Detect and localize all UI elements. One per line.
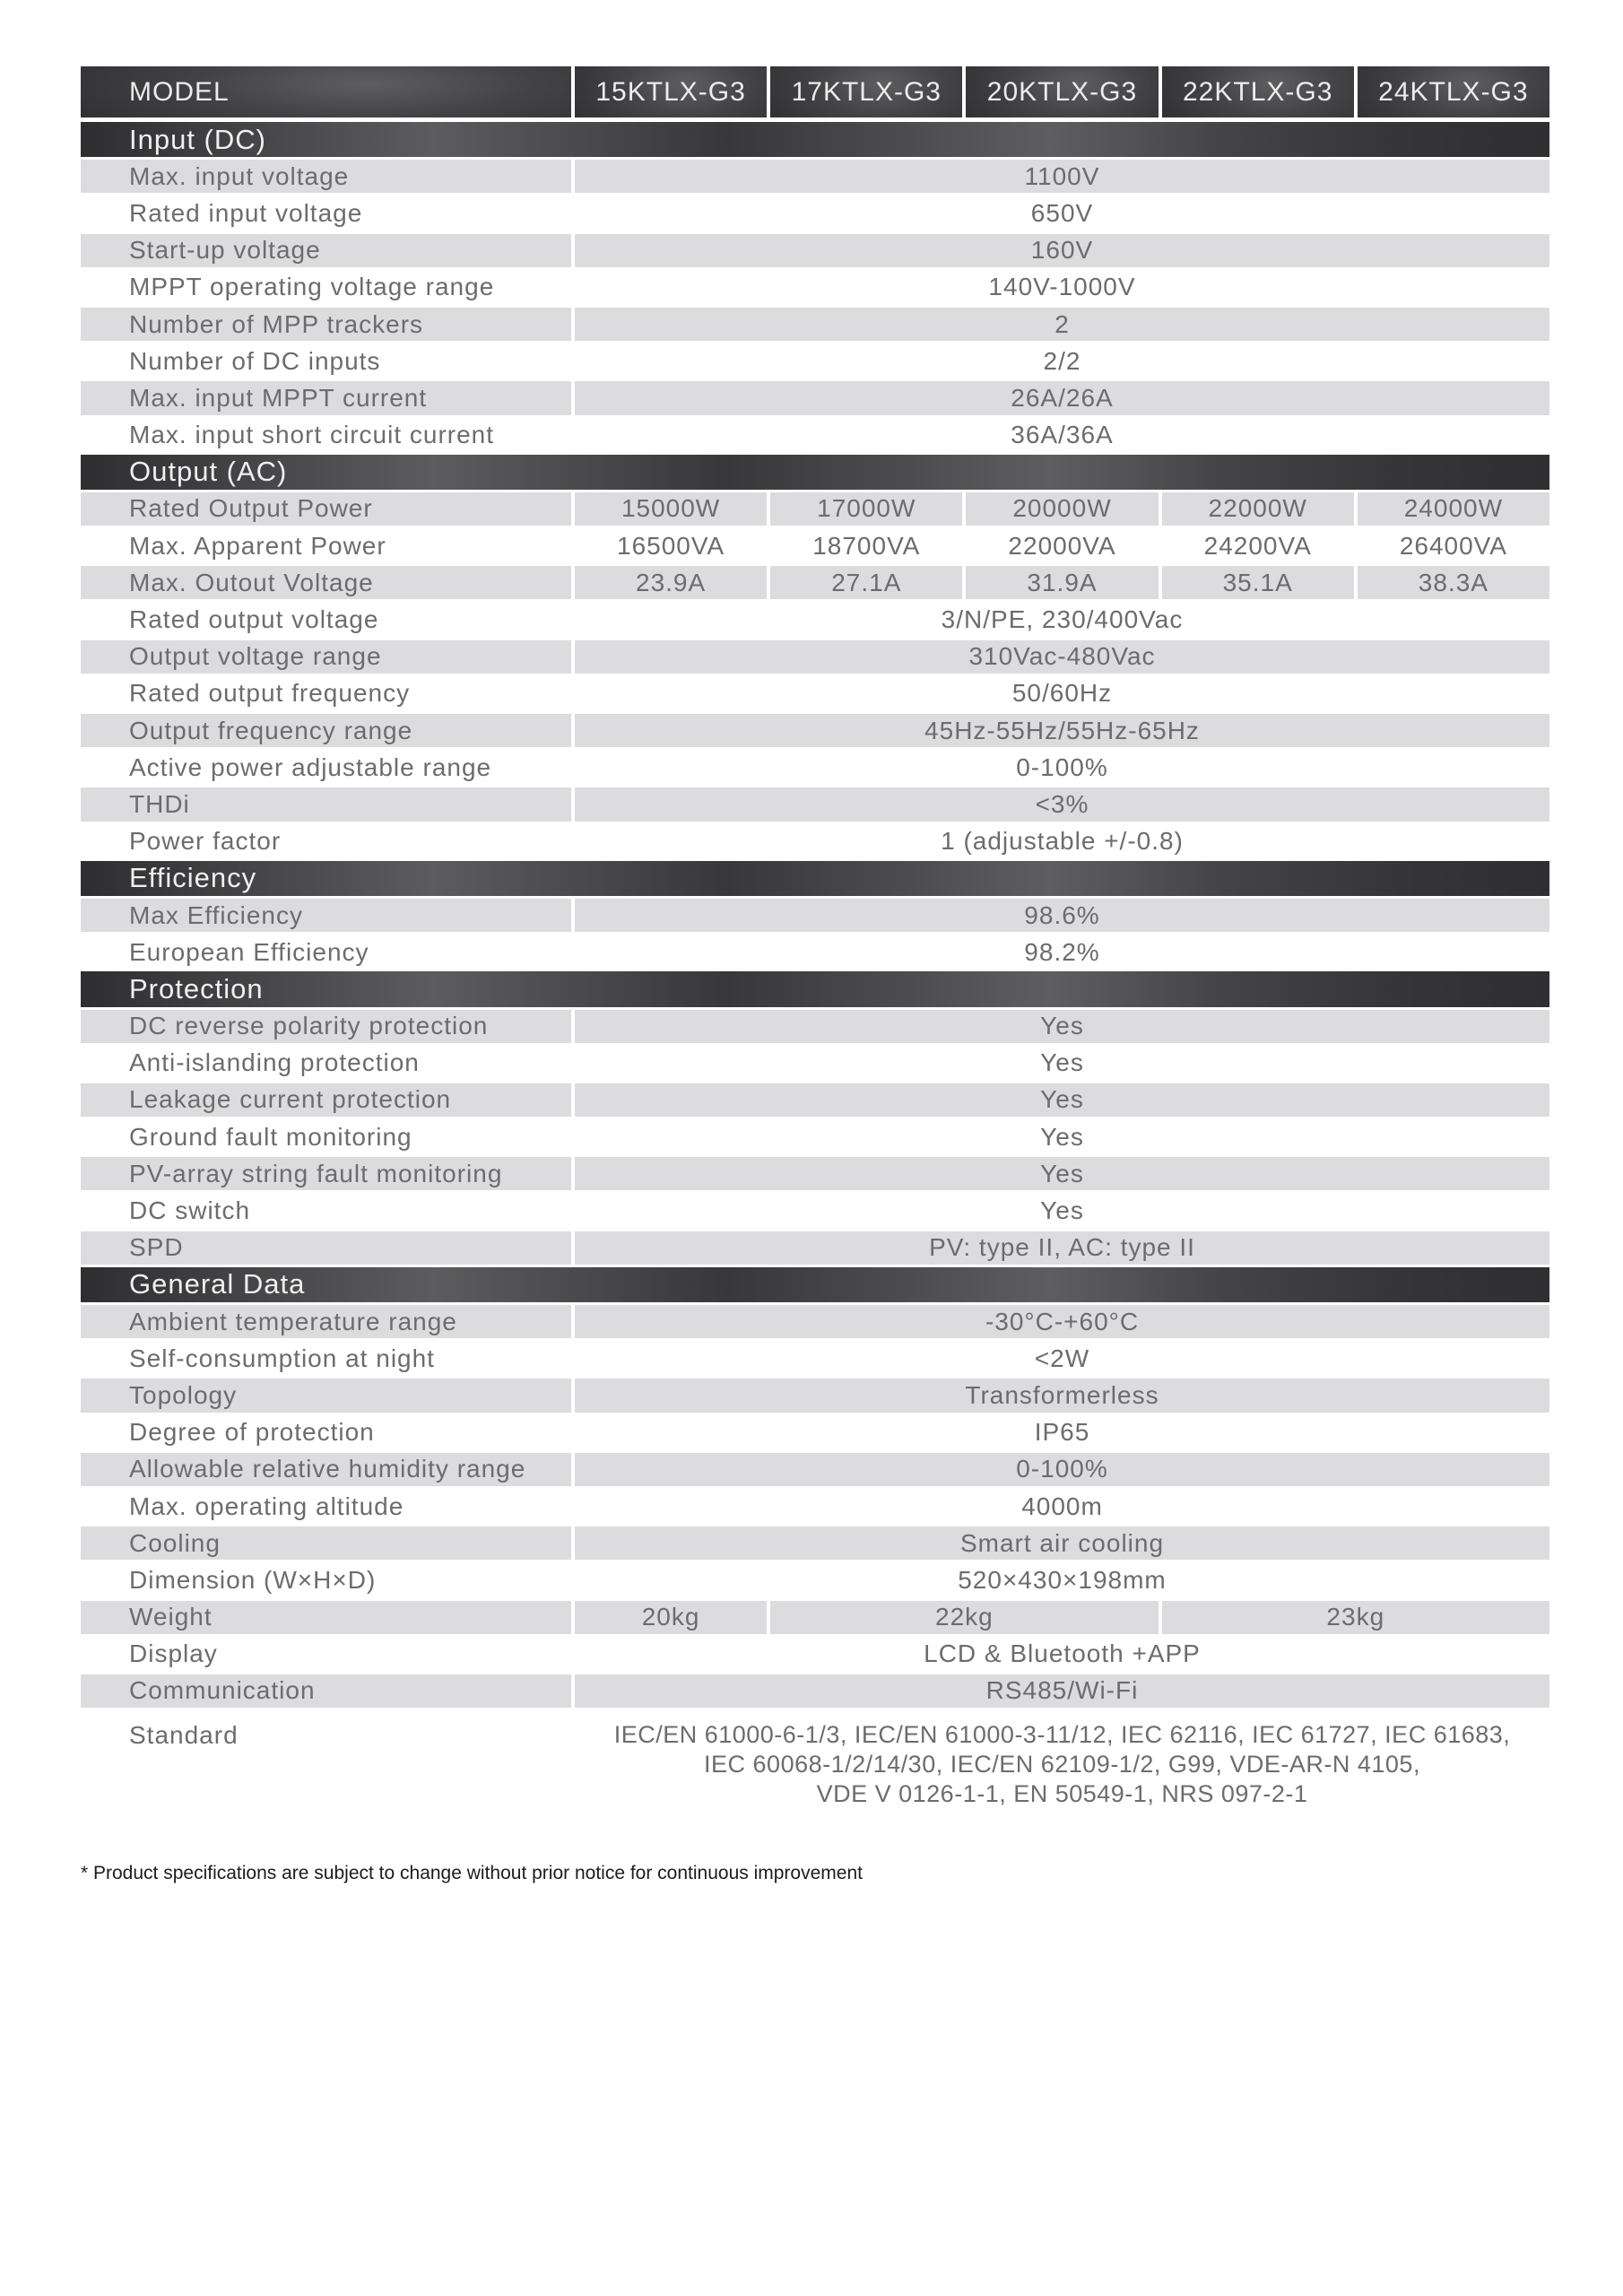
section-title: General Data bbox=[81, 1267, 1549, 1302]
section-header-output-ac bbox=[81, 454, 1549, 491]
spec-label: SPD bbox=[81, 1231, 571, 1265]
spec-value: 1 (adjustable +/-0.8) bbox=[941, 827, 1184, 856]
spec-value: Transformerless bbox=[575, 1378, 1549, 1412]
spec-value: 98.6% bbox=[575, 899, 1549, 932]
spec-label: Standard bbox=[129, 1721, 239, 1750]
spec-row-max-outout-voltage bbox=[81, 564, 1549, 601]
spec-value: 31.9A bbox=[966, 566, 1158, 599]
spec-value: 98.2% bbox=[1024, 937, 1100, 966]
spec-value: Smart air cooling bbox=[575, 1526, 1549, 1560]
spec-value: 18700VA bbox=[812, 531, 921, 560]
spec-label: Degree of protection bbox=[129, 1418, 375, 1447]
footnote: * Product specifications are subject to change without prior notice for continuous improvement bbox=[81, 1863, 863, 1883]
spec-row-max-input-short-circuit-current bbox=[81, 417, 1549, 454]
model-name-header: 22KTLX-G3 bbox=[1162, 66, 1354, 117]
model-header-row bbox=[81, 66, 1549, 117]
spec-value: PV: type II, AC: type II bbox=[575, 1231, 1549, 1265]
spec-label: Ground fault monitoring bbox=[129, 1122, 412, 1151]
spec-value: <3% bbox=[575, 787, 1549, 821]
spec-value: 23kg bbox=[1162, 1601, 1549, 1634]
spec-value: Yes bbox=[1040, 1048, 1084, 1077]
spec-label: European Efficiency bbox=[129, 937, 369, 966]
spec-row-communication bbox=[81, 1673, 1549, 1709]
spec-value: RS485/Wi-Fi bbox=[575, 1674, 1549, 1708]
section-title: Efficiency bbox=[81, 861, 1549, 896]
spec-value: 0-100% bbox=[1016, 752, 1108, 781]
spec-row-ground-fault-monitoring bbox=[81, 1118, 1549, 1155]
spec-row-start-up-voltage bbox=[81, 232, 1549, 269]
model-name-header: 15KTLX-G3 bbox=[575, 66, 767, 117]
spec-label: Active power adjustable range bbox=[129, 752, 492, 781]
section-header-protection bbox=[81, 970, 1549, 1007]
spec-value bbox=[575, 1720, 1549, 1809]
spec-label: Communication bbox=[81, 1674, 571, 1708]
spec-row-number-of-mpp-trackers bbox=[81, 306, 1549, 343]
spec-value: 22000W bbox=[1162, 492, 1354, 526]
spec-value: Yes bbox=[575, 1083, 1549, 1117]
spec-label: Number of MPP trackers bbox=[81, 308, 571, 341]
spec-value: 36A/36A bbox=[1011, 421, 1114, 449]
spec-row-display bbox=[81, 1636, 1549, 1673]
spec-row-max-input-voltage bbox=[81, 158, 1549, 195]
spec-row-output-frequency-range bbox=[81, 712, 1549, 749]
spec-label: Rated Output Power bbox=[81, 492, 571, 526]
spec-row-allowable-relative-humidity-range bbox=[81, 1451, 1549, 1488]
spec-label: Self-consumption at night bbox=[129, 1344, 435, 1372]
spec-row-rated-output-voltage bbox=[81, 601, 1549, 638]
spec-value: 22kg bbox=[770, 1601, 1158, 1634]
spec-value: 38.3A bbox=[1358, 566, 1549, 599]
spec-row-dc-reverse-polarity-protection bbox=[81, 1008, 1549, 1045]
spec-label: Weight bbox=[81, 1601, 571, 1634]
spec-label: DC reverse polarity protection bbox=[81, 1010, 571, 1043]
spec-row-max-efficiency bbox=[81, 897, 1549, 934]
spec-value: 24200VA bbox=[1203, 531, 1312, 560]
spec-label: Allowable relative humidity range bbox=[81, 1453, 571, 1486]
standard-line: VDE V 0126-1-1, EN 50549-1, NRS 097-2-1 bbox=[816, 1780, 1308, 1808]
spec-value: 17000W bbox=[770, 492, 962, 526]
spec-row-leakage-current-protection bbox=[81, 1082, 1549, 1118]
spec-label: Display bbox=[129, 1639, 218, 1668]
spec-value: 45Hz-55Hz/55Hz-65Hz bbox=[575, 714, 1549, 747]
section-title: Output (AC) bbox=[81, 455, 1549, 490]
spec-value: 20000W bbox=[966, 492, 1158, 526]
spec-value: 160V bbox=[575, 234, 1549, 267]
spec-label: Number of DC inputs bbox=[129, 346, 381, 375]
spec-label: DC switch bbox=[129, 1196, 251, 1225]
spec-row-power-factor bbox=[81, 823, 1549, 860]
spec-value: Yes bbox=[1040, 1196, 1084, 1225]
spec-value: 23.9A bbox=[575, 566, 767, 599]
spec-label: Rated input voltage bbox=[129, 198, 363, 227]
spec-row-dc-switch bbox=[81, 1192, 1549, 1229]
spec-value: LCD & Bluetooth +APP bbox=[924, 1639, 1201, 1668]
spec-label: Max. input voltage bbox=[81, 160, 571, 193]
spec-value: 310Vac-480Vac bbox=[575, 640, 1549, 674]
section-title: Protection bbox=[81, 971, 1549, 1006]
section-header-input-dc bbox=[81, 121, 1549, 158]
spec-value: 24000W bbox=[1358, 492, 1549, 526]
spec-row-anti-islanding-protection bbox=[81, 1045, 1549, 1082]
spec-label: Max. Apparent Power bbox=[129, 531, 386, 560]
spec-label: THDi bbox=[81, 787, 571, 821]
spec-value: 2 bbox=[575, 308, 1549, 341]
spec-row-max-input-mppt-current bbox=[81, 379, 1549, 416]
spec-value: 4000m bbox=[1021, 1492, 1103, 1520]
spec-value: -30°C-+60°C bbox=[575, 1305, 1549, 1338]
spec-label: Rated output voltage bbox=[129, 605, 379, 634]
spec-value: 20kg bbox=[575, 1601, 767, 1634]
spec-value: 1100V bbox=[575, 160, 1549, 193]
spec-row-number-of-dc-inputs bbox=[81, 343, 1549, 379]
spec-row-max-operating-altitude bbox=[81, 1488, 1549, 1525]
spec-row-weight bbox=[81, 1599, 1549, 1636]
spec-row-standard bbox=[81, 1709, 1549, 1818]
spec-value: 26A/26A bbox=[575, 381, 1549, 414]
spec-value: Yes bbox=[575, 1010, 1549, 1043]
spec-label: Start-up voltage bbox=[81, 234, 571, 267]
spec-value: Yes bbox=[1040, 1122, 1084, 1151]
standard-line: IEC 60068-1/2/14/30, IEC/EN 62109-1/2, G99, VDE-AR-N 4105, bbox=[704, 1751, 1420, 1779]
spec-value: 520×430×198mm bbox=[958, 1565, 1167, 1594]
spec-row-ambient-temperature-range bbox=[81, 1303, 1549, 1340]
section-header-efficiency bbox=[81, 860, 1549, 897]
spec-row-cooling bbox=[81, 1525, 1549, 1561]
spec-row-thdi bbox=[81, 786, 1549, 822]
spec-row-rated-output-frequency bbox=[81, 675, 1549, 712]
spec-table bbox=[81, 66, 1549, 1818]
spec-row-rated-output-power bbox=[81, 491, 1549, 527]
spec-label: Max. input MPPT current bbox=[81, 381, 571, 414]
spec-row-max-apparent-power bbox=[81, 527, 1549, 564]
spec-label: Topology bbox=[81, 1378, 571, 1412]
spec-value: 15000W bbox=[575, 492, 767, 526]
standard-line: IEC/EN 61000-6-1/3, IEC/EN 61000-3-11/12, IEC 62116, IEC 61727, IEC 61683, bbox=[613, 1721, 1511, 1749]
spec-label: Max. operating altitude bbox=[129, 1492, 404, 1520]
spec-value: 140V-1000V bbox=[988, 273, 1136, 301]
spec-value: 16500VA bbox=[617, 531, 725, 560]
spec-label: MPPT operating voltage range bbox=[129, 273, 495, 301]
spec-row-dimension-w-h-d bbox=[81, 1561, 1549, 1598]
section-header-general-data bbox=[81, 1266, 1549, 1303]
spec-value: 22000VA bbox=[1008, 531, 1116, 560]
spec-value: IP65 bbox=[1034, 1418, 1090, 1447]
spec-value: 2/2 bbox=[1043, 346, 1081, 375]
spec-label: Output voltage range bbox=[81, 640, 571, 674]
spec-row-european-efficiency bbox=[81, 934, 1549, 970]
spec-row-mppt-operating-voltage-range bbox=[81, 269, 1549, 306]
spec-label: Output frequency range bbox=[81, 714, 571, 747]
spec-label: Leakage current protection bbox=[81, 1083, 571, 1117]
spec-label: Max. Outout Voltage bbox=[81, 566, 571, 599]
spec-value: 27.1A bbox=[770, 566, 962, 599]
spec-value: Yes bbox=[575, 1157, 1549, 1190]
model-name-header: 17KTLX-G3 bbox=[770, 66, 962, 117]
spec-label: Ambient temperature range bbox=[81, 1305, 571, 1338]
spec-label: Cooling bbox=[81, 1526, 571, 1560]
spec-value: 3/N/PE, 230/400Vac bbox=[941, 605, 1184, 634]
spec-row-topology bbox=[81, 1377, 1549, 1413]
spec-row-output-voltage-range bbox=[81, 639, 1549, 675]
spec-row-self-consumption-at-night bbox=[81, 1340, 1549, 1377]
spec-value: 650V bbox=[1030, 198, 1094, 227]
model-name-header: 24KTLX-G3 bbox=[1358, 66, 1549, 117]
spec-value: <2W bbox=[1034, 1344, 1090, 1372]
spec-row-degree-of-protection bbox=[81, 1414, 1549, 1451]
spec-label: Max. input short circuit current bbox=[129, 421, 495, 449]
model-header-label: MODEL bbox=[81, 66, 571, 117]
spec-label: Dimension (W×H×D) bbox=[129, 1565, 377, 1594]
spec-row-pv-array-string-fault-monitoring bbox=[81, 1155, 1549, 1192]
spec-row-active-power-adjustable-range bbox=[81, 749, 1549, 786]
spec-label: Power factor bbox=[129, 827, 282, 856]
spec-row-spd bbox=[81, 1230, 1549, 1266]
spec-label: PV-array string fault monitoring bbox=[81, 1157, 571, 1190]
spec-row-rated-input-voltage bbox=[81, 195, 1549, 231]
section-title: Input (DC) bbox=[81, 122, 1549, 157]
spec-value: 26400VA bbox=[1399, 531, 1507, 560]
model-name-header: 20KTLX-G3 bbox=[966, 66, 1158, 117]
spec-value: 35.1A bbox=[1162, 566, 1354, 599]
spec-label: Max Efficiency bbox=[81, 899, 571, 932]
spec-value: 0-100% bbox=[575, 1453, 1549, 1486]
spec-label: Anti-islanding protection bbox=[129, 1048, 420, 1077]
spec-label: Rated output frequency bbox=[129, 679, 411, 708]
spec-value: 50/60Hz bbox=[1011, 679, 1113, 708]
